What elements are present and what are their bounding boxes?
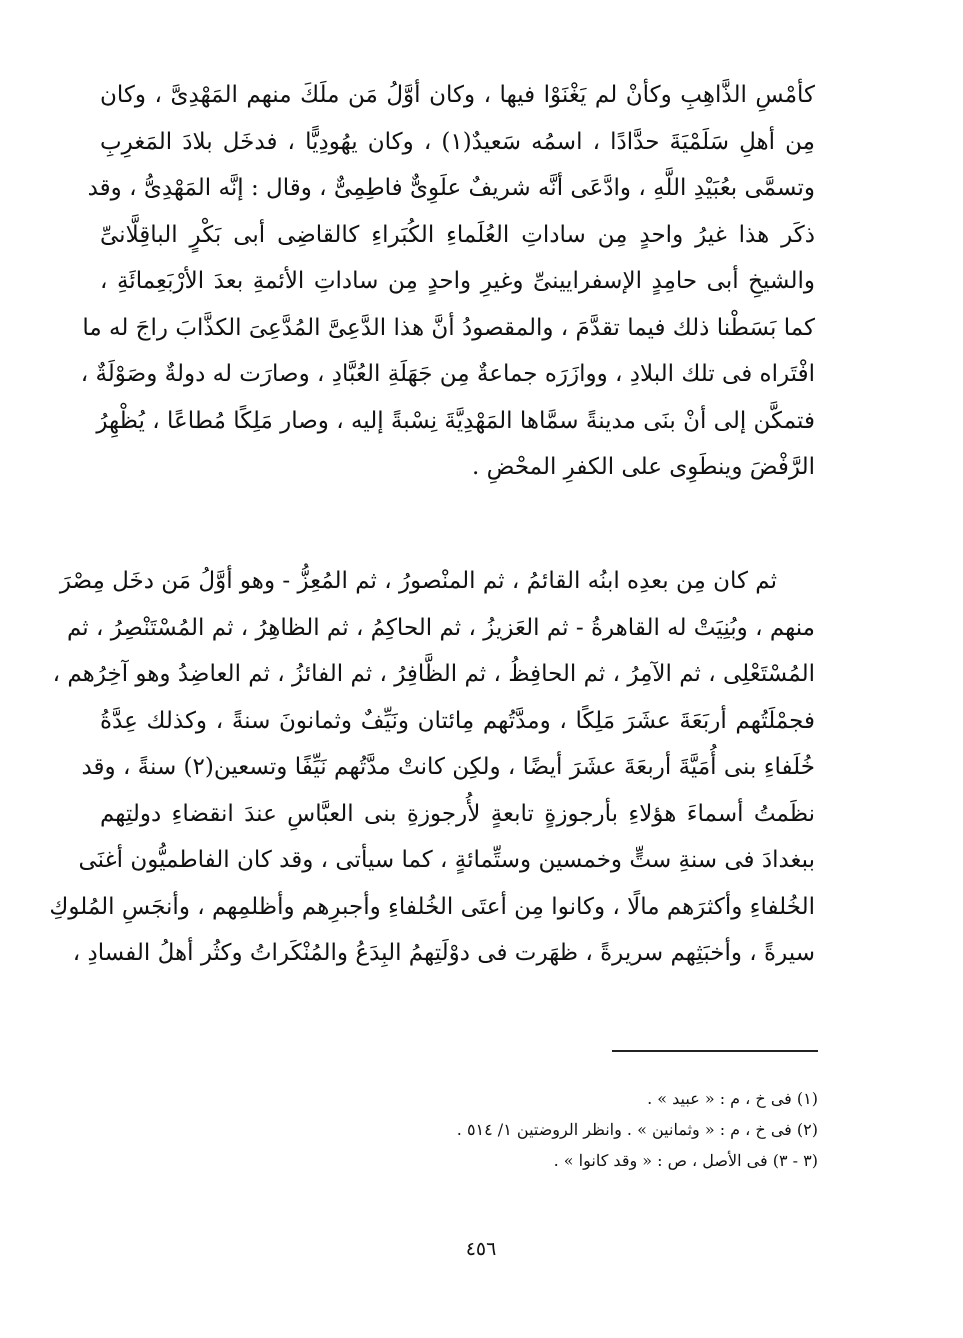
footnote-divider [612,1050,818,1052]
footnote: (٣ - ٣) فى الأصل ، ص : « وقد كانوا » . [553,1151,818,1170]
text-line: كأمْسِ الذَّاهِبِ وكأنْ لم يَغْنَوْا فيها ، وكان أوَّلُ مَن ملَكَ منهم المَهْدِىَّ ، وكان [100,82,815,108]
text-line: فتمكَّن إلى أنْ بنَى مدينةً سمَّاها المَهْدِيَّةَ نِسْبةً إليه ، وصار مَلِكًا مُطاعًا ، يُظْهِرُ [96,407,815,434]
footnote: (١) فى خ ، م : « عبيد » . [647,1089,818,1108]
text-line: ببغدادَ فى سنةِ ستٍّ وخمسين وستِّمائةٍ ، كما سيأتى ، وقد كان الفاطميُّون أغنَى [78,847,815,873]
text-line: سيرةً ، وأخبَثِهم سريرةً ، ظهَرت فى دوْلَتِهمُ البِدَعُ والمُنْكَراتُ وكثُر أهلُ الفسادِ ، [72,940,815,966]
text-line: كما بَسَطْنا ذلك فيما تقدَّمَ ، والمقصودُ أنَّ هذا الدَّعِىَّ المُدَّعِىَ الكذَّابَ راجَ له ما [82,314,815,341]
text-line: ثم كان مِن بعدِه ابنُه القائمُ ، ثم المنْصورُ ، ثم المُعِزُّ - وهو أوَّلُ مَن دخَل مِصْرَ [59,568,777,594]
text-line: مِن أهلِ سَلَمْيَةَ حدَّادًا ، اسمُه سَعيدٌ(١) ، وكان يهُودِيًّا ، فدخَل بلادَ المَغرِبِ [100,128,816,155]
footnote: (٢) فى خ ، م : « وثمانين » . وانظر الروضتين ١/ ٥١٤ . [456,1120,818,1139]
text-line: افْتَراه فى تلك البلادِ ، ووازَرَه جماعةٌ مِن جَهَلَةِ العُبَّادِ ، وصارَت له دولةٌ وصَوْلَةٌ ، [80,361,815,387]
text-line: نظَمتُ أسماءَ هؤلاءِ بأرجوزةٍ تابعةٍ لأُرجوزةِ بنى العبَّاسِ عندَ انقضاءِ دولتِهم [100,800,815,827]
text-line: ذكَر هذا غيرُ واحدٍ مِن ساداتِ العُلَماءِ الكُبَراءِ كالقاضِى أبى بَكْرٍ الباقِلَّانىِّ [100,221,815,248]
text-line: المُسْتَعْلِى ، ثم الآمِرُ ، ثم الحافِظُ ، ثم الظَّافِرُ ، ثم الفائزُ ، ثم العاضِدُ وهو آخِرُهم ، [52,661,815,687]
footnotes [300,1083,818,1176]
text-line: وتسمَّى بعُبَيْدِ اللَّهِ ، وادَّعَى أنَّه شريفٌ علَوِىٌّ فاطِمِىٌّ ، وقال : إنَّه المَهْدِىُّ ، وقد [87,175,815,201]
page-number: ٤٥٦ [465,1238,497,1260]
text-line: الرَّفْضَ وينطَوِى على الكفرِ المحْضِ . [472,454,815,480]
text-line: خُلَفاءِ بنى أُمَيَّةَ أربعَةَ عشَرَ أيضًا ، ولكِن كانتْ مدَّتُهم نَيِّفًا وتسعين(٢) سنةً ، وقد [81,754,815,780]
body-paragraph [49,558,815,977]
text-line: فجمْلَتُهم أربَعَةَ عشَرَ مَلِكًا ، ومدَّتُهم مِائتان ونَيِّفٌ وثمانونَ سنةً ، وكذلك عِدَّةُ [100,707,815,734]
text-line: والشيخِ أبى حامِدٍ الإسفرايينىِّ وغيرِ واحدٍ مِن ساداتِ الأئمةِ بعدَ الأرْبَعِمائَةِ ، [100,268,815,294]
text-line: الخُلفاءِ وأكثرَهم مالًا ، وكانوا مِن أعتَى الخُلفاءِ وأجبرِهم وأظلمِهم ، وأنجَسِ المُلوكِ [49,893,815,920]
text-line: منهم ، وبُنِيَتْ له القاهرةُ - ثم العَزيزُ ، ثم الحاكِمُ ، ثم الظاهِرُ ، ثم المُسْتَنْصِرُ ، ثم [66,614,815,641]
body-paragraph [80,72,816,491]
